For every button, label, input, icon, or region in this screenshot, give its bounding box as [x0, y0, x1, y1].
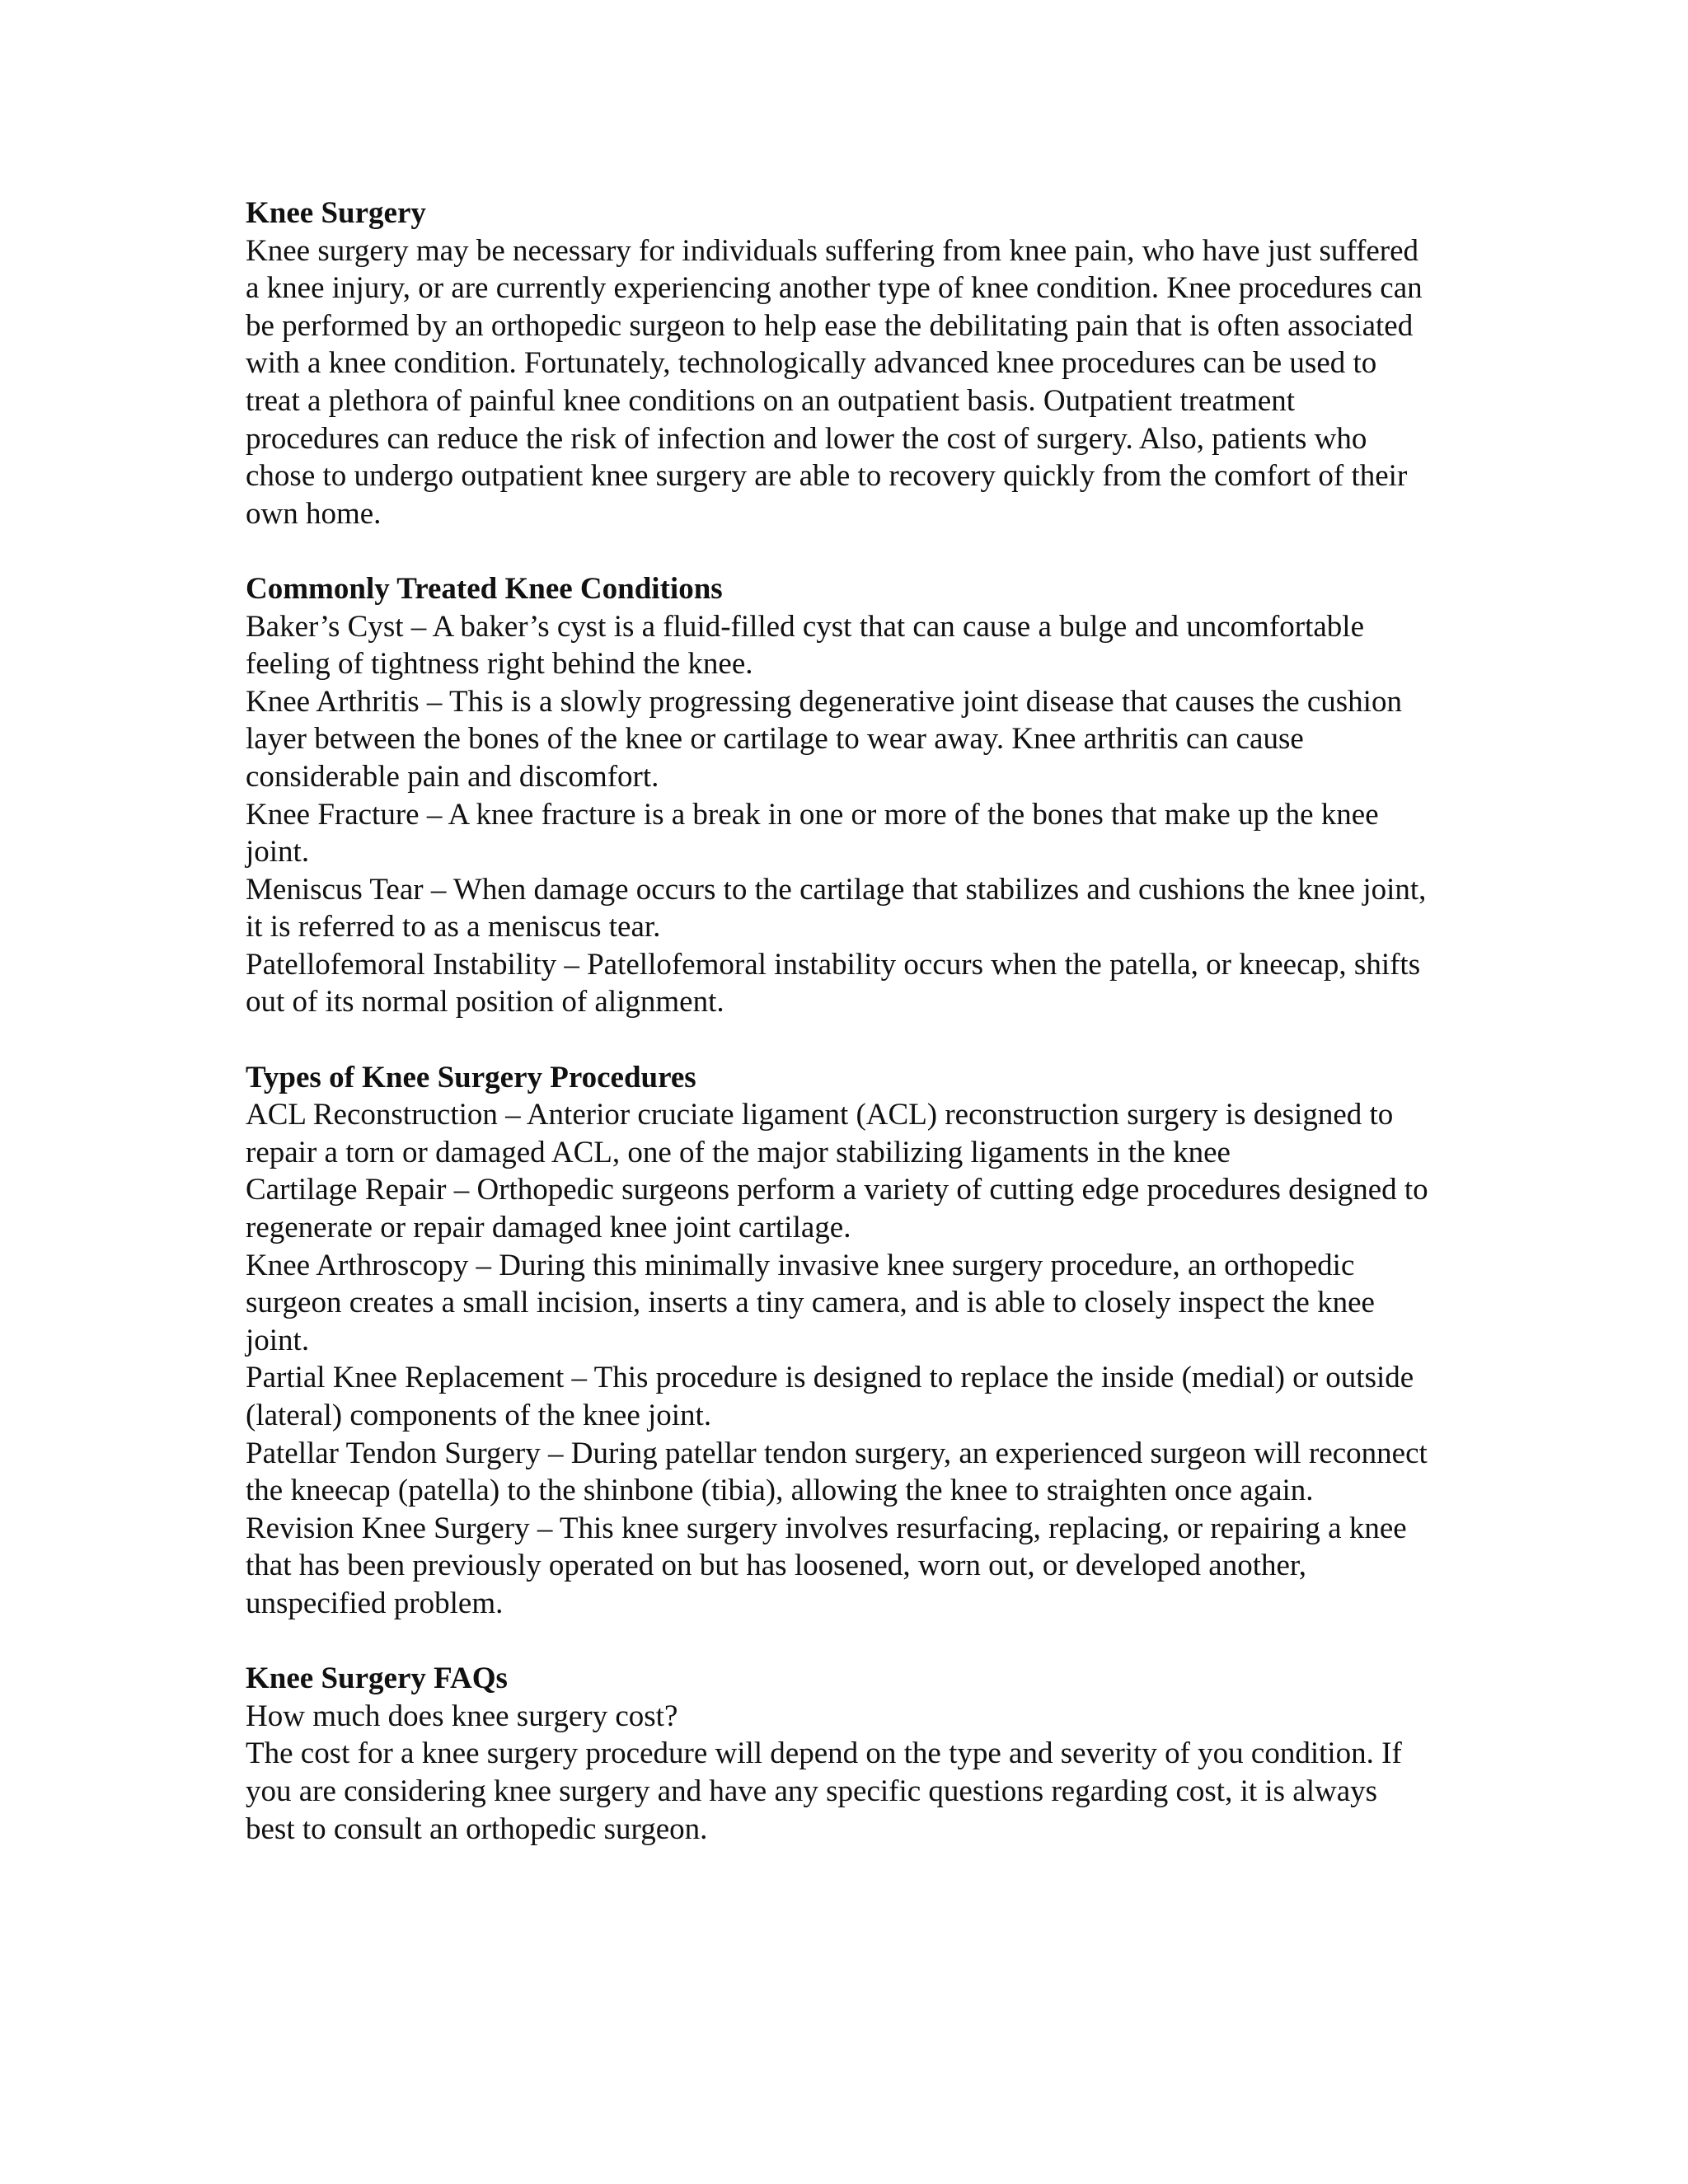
- conditions-section: [246, 570, 1432, 1021]
- procedure-item: Patellar Tendon Surgery – During patellar tendon surgery, an experienced surgeon will reconnect the kneecap (patella) to the shinbone (tibia), allowing the knee to straighten once again.: [246, 1436, 1428, 1508]
- section-heading-procedures: Types of Knee Surgery Procedures: [246, 1060, 696, 1094]
- procedures-section: [246, 1059, 1432, 1623]
- procedure-item: Cartilage Repair – Orthopedic surgeons perform a variety of cutting edge procedures designed to regenerate or repair damaged knee joint cartilage.: [246, 1173, 1428, 1245]
- condition-item: Knee Fracture – A knee fracture is a break in one or more of the bones that make up the knee joint.: [246, 797, 1379, 869]
- section-heading-conditions: Commonly Treated Knee Conditions: [246, 571, 723, 606]
- faq-question: How much does knee surgery cost?: [246, 1699, 678, 1733]
- section-heading-faqs: Knee Surgery FAQs: [246, 1661, 508, 1696]
- condition-item: Patellofemoral Instability – Patellofemoral instability occurs when the patella, or kneecap, shifts out of its normal position of alignment.: [246, 947, 1421, 1019]
- faq-answer: The cost for a knee surgery procedure will depend on the type and severity of you condition. If you are considering knee surgery and have any specific questions regarding cost, it is always best to consult an orthopedic surgeon.: [246, 1736, 1402, 1846]
- procedure-item: Partial Knee Replacement – This procedure is designed to replace the inside (medial) or outside (lateral) components of the knee joint.: [246, 1361, 1414, 1432]
- procedure-item: Revision Knee Surgery – This knee surgery involves resurfacing, replacing, or repairing a knee that has been previously operated on but has loosened, worn out, or developed another, unspecified problem.: [246, 1511, 1407, 1620]
- intro-paragraph: Knee surgery may be necessary for individuals suffering from knee pain, who have just suffered a knee injury, or are currently experiencing another type of knee condition. Knee procedures can be performed by an orthopedic surgeon to help ease the debilitating pain that is often associated with a knee condition. Fortunately, technologically advanced knee procedures can be used to treat a plethora of painful knee conditions on an outpatient basis. Outpatient treatment procedures can reduce the risk of infection and lower the cost of surgery. Also, patients who chose to undergo outpatient knee surgery are able to recovery quickly from the comfort of their own home.: [246, 233, 1423, 531]
- faqs-section: [246, 1660, 1432, 1848]
- section-heading-knee-surgery: Knee Surgery: [246, 196, 426, 230]
- document-page: [246, 194, 1432, 1886]
- procedure-item: Knee Arthroscopy – During this minimally invasive knee surgery procedure, an orthopedic surgeon creates a small incision, inserts a tiny camera, and is able to closely inspect the knee joint.: [246, 1248, 1375, 1357]
- procedure-item: ACL Reconstruction – Anterior cruciate ligament (ACL) reconstruction surgery is designed to repair a torn or damaged ACL, one of the major stabilizing ligaments in the knee: [246, 1098, 1394, 1169]
- condition-item: Baker’s Cyst – A baker’s cyst is a fluid-filled cyst that can cause a bulge and uncomfortable feeling of tightness right behind the knee.: [246, 609, 1364, 682]
- condition-item: Meniscus Tear – When damage occurs to the cartilage that stabilizes and cushions the knee joint, it is referred to as a meniscus tear.: [246, 872, 1427, 944]
- intro-section: [246, 194, 1432, 532]
- condition-item: Knee Arthritis – This is a slowly progressing degenerative joint disease that causes the cushion layer between the bones of the knee or cartilage to wear away. Knee arthritis can cause considerable pain and discomfort.: [246, 684, 1402, 794]
